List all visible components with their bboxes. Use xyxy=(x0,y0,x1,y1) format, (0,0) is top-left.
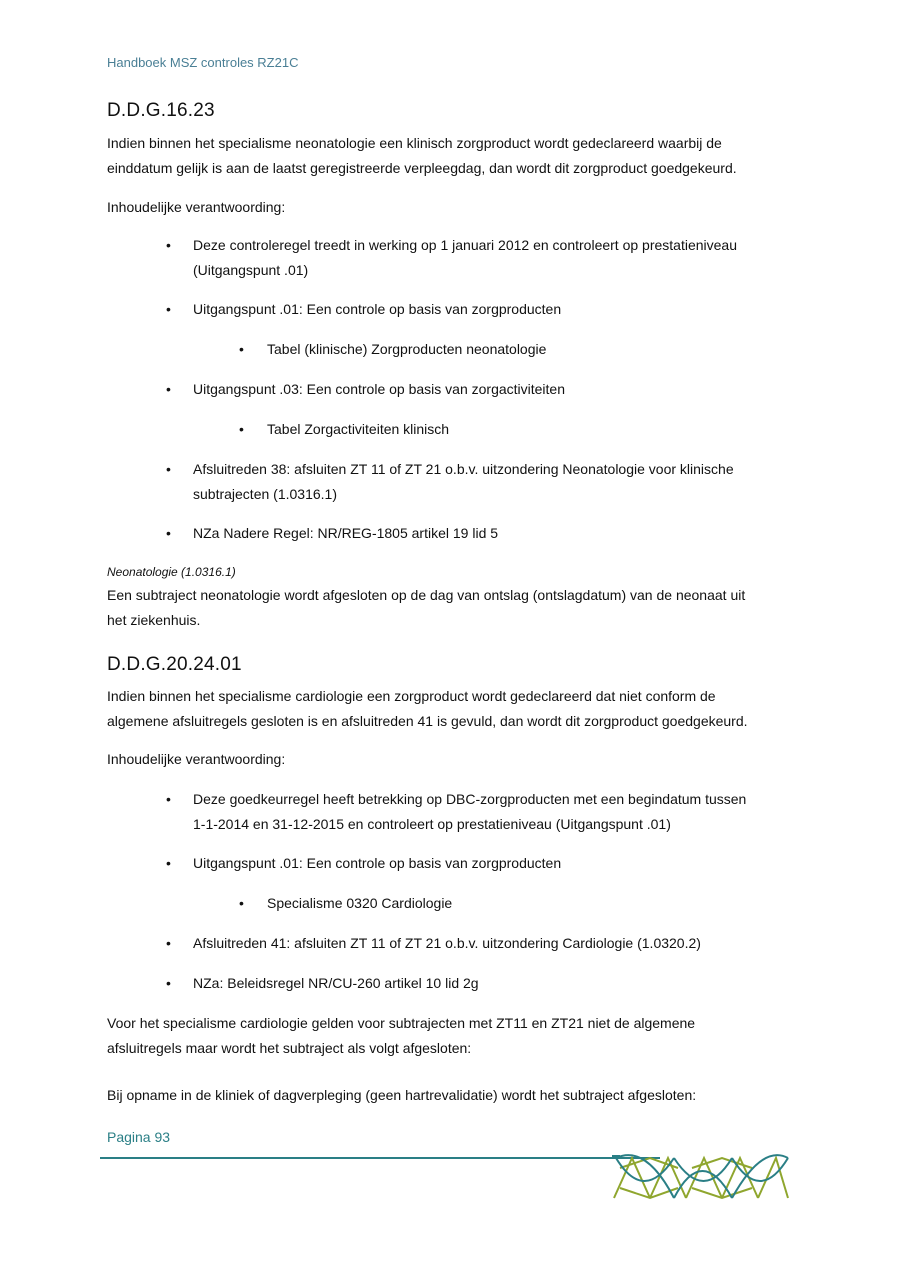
note-title: Neonatologie (1.0316.1) xyxy=(107,565,236,579)
bullet-icon: • xyxy=(166,461,171,477)
section-heading: D.D.G.16.23 xyxy=(107,100,215,121)
bullet-icon: • xyxy=(166,791,171,807)
list-item: • Uitgangspunt .01: Een controle op basis van zorgproducten xyxy=(193,851,803,876)
list-item: • Deze controleregel treedt in werking op 1 januari 2012 en controleert op prestatieniveau (Uitgangspunt .01) xyxy=(193,233,803,283)
bullet-icon: • xyxy=(239,341,244,357)
section-intro: Indien binnen het specialisme cardiologie een zorgproduct wordt gedeclareerd dat niet conform de algemene afsluitregels gesloten is en afsluitreden 41 is gevuld, dan wordt dit zorgproduct goedgekeurd. xyxy=(107,688,748,729)
section-intro: Indien binnen het specialisme neonatologie een klinisch zorgproduct wordt gedeclareerd waarbij de einddatum gelijk is aan de laatst geregistreerde verpleegdag, dan wordt dit zorgproduct goedgekeurd. xyxy=(107,135,737,176)
list-item-nested: • Tabel Zorgactiviteiten klinisch xyxy=(267,417,877,442)
list-item: • Deze goedkeurregel heeft betrekking op DBC-zorgproducten met een begindatum tussen 1-1-2014 en 31-12-2015 en controleert op prestatieniveau (Uitgangspunt .01) xyxy=(193,787,803,837)
bullet-icon: • xyxy=(166,975,171,991)
page-header-title: Handboek MSZ controles RZ21C xyxy=(107,55,299,70)
list-item: • Uitgangspunt .01: Een controle op basis van zorgproducten xyxy=(193,297,803,322)
section-outro: Voor het specialisme cardiologie gelden voor subtrajecten met ZT11 en ZT21 niet de algemene afsluitregels maar wordt het subtraject als volgt afgesloten: xyxy=(107,1015,696,1056)
footer-divider xyxy=(100,1157,660,1159)
bullet-icon: • xyxy=(166,855,171,871)
justification-label: Inhoudelijke verantwoording: xyxy=(107,199,286,215)
bullet-icon: • xyxy=(166,935,171,951)
section-heading: D.D.G.20.24.01 xyxy=(107,654,242,675)
bullet-icon: • xyxy=(166,525,171,541)
page-number: Pagina 93 xyxy=(107,1129,171,1145)
list-item-nested: • Specialisme 0320 Cardiologie xyxy=(267,891,877,916)
note-body: Een subtraject neonatologie wordt afgesloten op de dag van ontslag (ontslagdatum) van de neonaat uit het ziekenhuis. xyxy=(107,587,746,628)
bullet-icon: • xyxy=(166,381,171,397)
justification-label: Inhoudelijke verantwoording: xyxy=(107,751,286,767)
bullet-icon: • xyxy=(166,237,171,253)
section-outro-2: Bij opname in de kliniek of dagverpleging (geen hartrevalidatie) wordt het subtraject afgesloten: xyxy=(107,1087,697,1103)
bullet-icon: • xyxy=(166,301,171,317)
list-item: • NZa Nadere Regel: NR/REG-1805 artikel 19 lid 5 xyxy=(193,521,803,546)
footer-logo-icon xyxy=(612,1154,792,1202)
bullet-icon: • xyxy=(239,421,244,437)
list-item: • NZa: Beleidsregel NR/CU-260 artikel 10 lid 2g xyxy=(193,971,803,996)
list-item: • Afsluitreden 41: afsluiten ZT 11 of ZT 21 o.b.v. uitzondering Cardiologie (1.0320.2) xyxy=(193,931,803,956)
list-item: • Afsluitreden 38: afsluiten ZT 11 of ZT 21 o.b.v. uitzondering Neonatologie voor klinische subtrajecten (1.0316.1) xyxy=(193,457,803,507)
list-item: • Uitgangspunt .03: Een controle op basis van zorgactiviteiten xyxy=(193,377,803,402)
bullet-icon: • xyxy=(239,895,244,911)
list-item-nested: • Tabel (klinische) Zorgproducten neonatologie xyxy=(267,337,877,362)
